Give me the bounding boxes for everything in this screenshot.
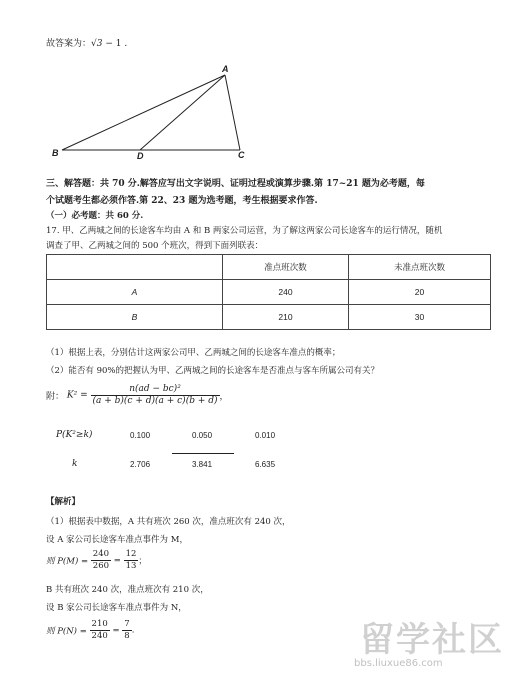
part1-heading: （一）必考题：共 60 分. [46, 211, 144, 221]
solution-title: 【解析】 [46, 497, 81, 507]
label-a: A [222, 64, 229, 74]
crit-p-label: P(K²≥k) [56, 430, 93, 440]
pm-numerator: 240 [92, 549, 110, 559]
table-header-row [47, 255, 491, 280]
segment-ac [225, 75, 240, 150]
pm-fraction-2 [124, 549, 139, 572]
pn-suffix: . [131, 625, 135, 636]
section3-line2: 个试题考生都必须作答.第 22、23 题为选考题，考生根据要求作答. [46, 196, 318, 206]
pn-fraction-2 [122, 619, 131, 642]
pn-denominator: 240 [91, 631, 108, 641]
pn-equals: = [112, 625, 120, 636]
answer-prefix: 故答案为： [46, 39, 92, 49]
table-row [47, 280, 491, 305]
table-cell: B [47, 305, 223, 330]
table-cell: 210 [223, 305, 349, 330]
pm-denominator-2: 13 [125, 561, 137, 571]
watermark-brand: 留学社区 [360, 620, 504, 660]
table-header-cell [47, 255, 223, 280]
formula-numerator: n(ad − bc)² [91, 384, 220, 396]
segment-ab [62, 75, 225, 150]
table-header-cell: 准点班次数 [223, 255, 349, 280]
segment-ad [140, 75, 225, 150]
pn-numerator-2: 7 [124, 619, 130, 629]
formula-suffix: ， [219, 392, 229, 402]
pm-denominator: 260 [92, 561, 110, 571]
pn-prefix: 则 P(N) = [46, 626, 87, 637]
formula-fraction [91, 384, 220, 407]
pm-equation [46, 549, 147, 572]
contingency-table [46, 254, 491, 330]
crit-k-value: 3.841 [192, 460, 213, 469]
pm-equals: = [113, 555, 121, 566]
label-c: C [238, 150, 245, 160]
crit-k-value: 2.706 [130, 460, 151, 469]
table-cell: A [47, 280, 223, 305]
solution-line-1: （1）根据表中数据，A 共有班次 260 次，准点班次有 240 次， [46, 517, 291, 527]
problem17-line2: 调查了甲、乙两城之间的 500 个班次，得到下面列联表： [46, 241, 264, 251]
solution-line-2: 设 A 家公司长途客车准点事件为 M， [46, 535, 188, 545]
section3-line1: 三、解答题：共 70 分.解答应写出文字说明、证明过程或演算步骤.第 17~21 题为必考题，每 [46, 179, 425, 189]
pm-fraction-1 [91, 549, 111, 572]
pn-numerator: 210 [91, 619, 108, 629]
answer-sqrt: √3 [91, 39, 103, 49]
crit-k-label: k [72, 459, 78, 469]
label-d: D [137, 151, 144, 161]
crit-p-value: 0.100 [130, 431, 151, 440]
problem17-line1: 17. 甲、乙两城之间的长途客车均由 A 和 B 两家公司运营，为了解这两家公司长途客车的运行情况，随机 [46, 226, 443, 236]
pn-equation [46, 619, 134, 642]
question-2: （2）能否有 90%的把握认为甲、乙两城之间的长途客车是否准点与客车所属公司有关？ [46, 366, 380, 376]
watermark-logo [330, 612, 510, 674]
table-header-cell: 未准点班次数 [349, 255, 491, 280]
pm-numerator-2: 12 [125, 549, 137, 559]
crit-k-value: 6.635 [255, 460, 276, 469]
pm-suffix: ； [138, 556, 147, 567]
table-row [47, 305, 491, 330]
answer-suffix: − 1 . [102, 39, 128, 49]
crit-p-value: 0.010 [255, 431, 276, 440]
question-1: （1）根据上表，分别估计这两家公司甲、乙两城之间的长途客车准点的概率； [46, 348, 341, 358]
formula-lhs: K² = [66, 390, 88, 401]
label-b: B [52, 148, 59, 158]
pm-prefix: 则 P(M) = [46, 556, 89, 567]
table-cell: 240 [223, 280, 349, 305]
crit-p-value: 0.050 [192, 431, 213, 440]
triangle-figure [40, 60, 260, 165]
k2-formula [46, 384, 229, 407]
formula-prefix: 附： [46, 392, 65, 402]
table-cell: 20 [349, 280, 491, 305]
formula-denominator: (a + b)(c + d)(a + c)(b + d) [92, 396, 218, 406]
table-cell: 30 [349, 305, 491, 330]
pn-denominator-2: 8 [124, 631, 130, 641]
solution-line-3: B 共有班次 240 次，准点班次有 210 次， [46, 585, 209, 595]
crit-divider [172, 453, 234, 454]
answer-line [46, 36, 127, 49]
solution-line-4: 设 B 家公司长途客车准点事件为 N， [46, 603, 187, 613]
watermark-url: bbs.liuxue86.com [354, 658, 443, 669]
pn-fraction-1 [90, 619, 110, 642]
